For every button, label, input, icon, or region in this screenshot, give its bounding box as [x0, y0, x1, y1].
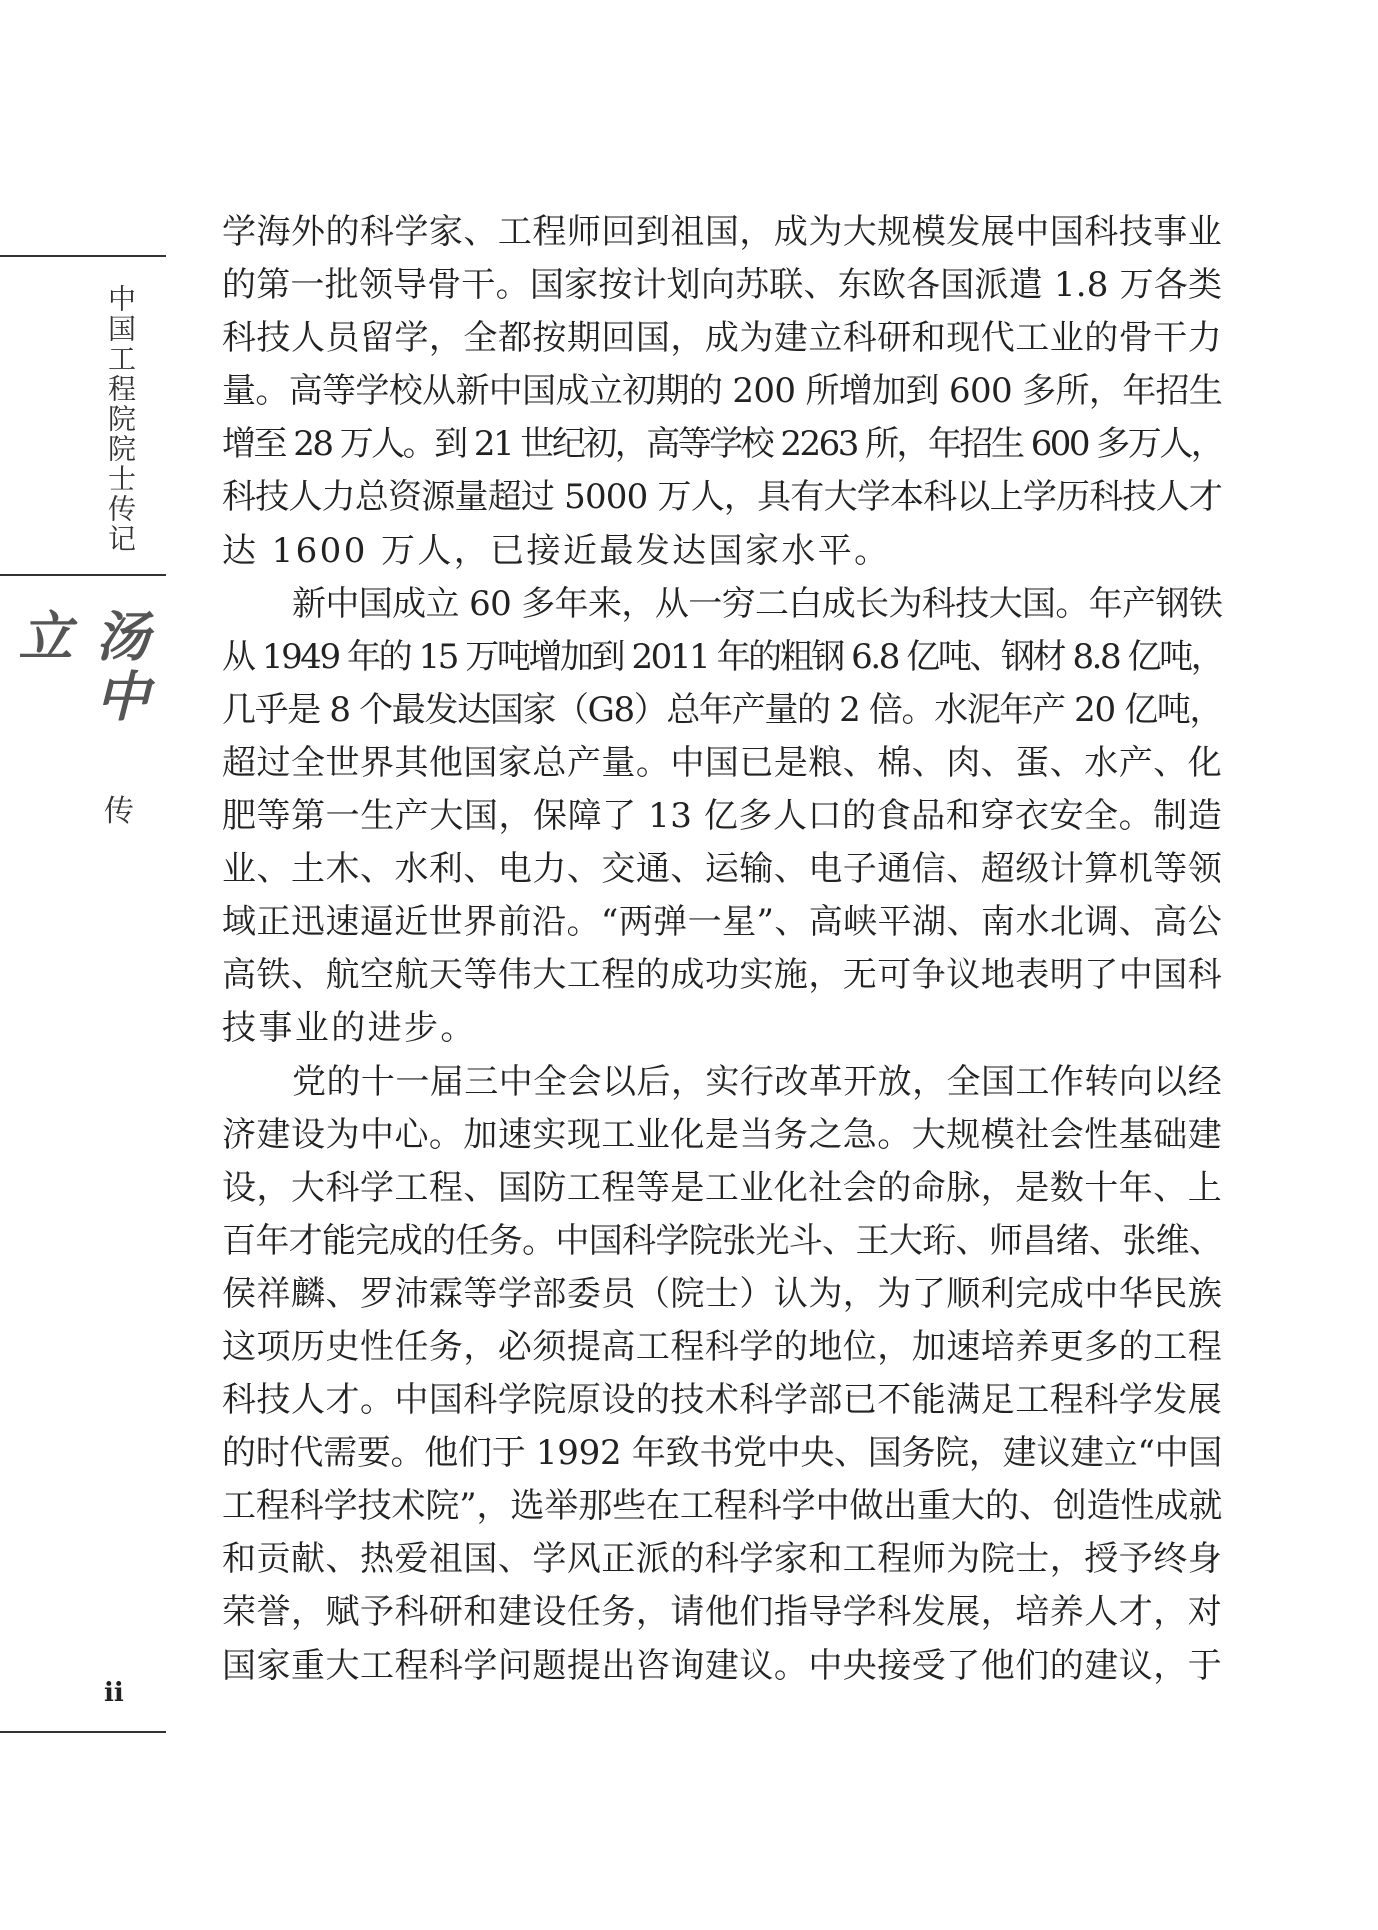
text-line: 这项历史性任务，必须提高工程科学的地位，加速培养更多的工程: [222, 1326, 1223, 1367]
text-line: 国家重大工程科学问题提出咨询建议。中央接受了他们的建议，于: [222, 1645, 1223, 1686]
text-line: 科技人才。中国科学院原设的技术科学部已不能满足工程科学发展: [222, 1380, 1223, 1421]
sidebar-rule-bottom: [0, 1731, 166, 1733]
book-name: 汤中立: [10, 608, 151, 728]
book-name-suffix: 传: [104, 794, 134, 829]
text-line: 技事业的进步。: [222, 1008, 477, 1049]
text-line: 侯祥麟、罗沛霖等学部委员（院士）认为，为了顺利完成中华民族: [222, 1273, 1223, 1314]
text-line: 学海外的科学家、工程师回到祖国，成为大规模发展中国科技事业: [222, 212, 1223, 252]
text-line: 肥等第一生产大国，保障了 13 亿多人口的食品和穿衣安全。制造: [222, 796, 1223, 837]
text-line: 的时代需要。他们于 1992 年致书党中央、国务院，建议建立“中国: [222, 1433, 1223, 1474]
text-line: 和贡献、热爱祖国、学风正派的科学家和工程师为院士，授予终身: [222, 1539, 1223, 1580]
text-line: 高铁、航空航天等伟大工程的成功实施，无可争议地表明了中国科: [222, 955, 1223, 996]
text-line: 荣誉，赋予科研和建设任务，请他们指导学科发展，培养人才，对: [222, 1592, 1223, 1633]
text-line: 从 1949 年的 15 万吨增加到 2011 年的粗钢 6.8 亿吨、钢材 8.8 亿吨，: [222, 636, 1223, 677]
text-line: 达 1600 万人，已接近最发达国家水平。: [222, 530, 891, 571]
text-line: 工程科学技术院”，选举那些在工程科学中做出重大的、创造性成就: [222, 1486, 1223, 1527]
text-line: 量。高等学校从新中国成立初期的 200 所增加到 600 多所，年招生: [222, 371, 1223, 412]
text-line: 科技人员留学，全都按期回国，成为建立科研和现代工业的骨干力: [222, 318, 1223, 359]
text-line: 济建设为中心。加速实现工业化是当务之急。大规模社会性基础建: [222, 1114, 1223, 1155]
text-line: 科技人力总资源量超过 5000 万人，具有大学本科以上学历科技人才: [222, 477, 1223, 518]
text-line: 的第一批领导骨干。国家按计划向苏联、东欧各国派遣 1.8 万各类: [222, 265, 1223, 306]
page-number: ii: [104, 1678, 124, 1708]
text-line: 新中国成立 60 多年来，从一穷二白成长为科技大国。年产钢铁: [292, 583, 1223, 624]
text-line: 域正迅速逼近世界前沿。“两弹一星”、高峡平湖、南水北调、高公: [222, 902, 1223, 943]
sidebar-rule-middle: [0, 574, 166, 576]
sidebar-rule-top: [0, 255, 166, 257]
text-line: 几乎是 8 个最发达国家（G8）总年产量的 2 倍。水泥年产 20 亿吨，: [222, 689, 1223, 730]
text-line: 百年才能完成的任务。中国科学院张光斗、王大珩、师昌绪、张维、: [222, 1220, 1223, 1261]
text-line: 超过全世界其他国家总产量。中国已是粮、棉、肉、蛋、水产、化: [222, 742, 1223, 783]
series-title: 中国工程院院士传记: [104, 284, 137, 554]
text-line: 增至 28 万人。到 21 世纪初，高等学校 2263 所，年招生 600 多万人，: [222, 424, 1223, 465]
body-text: [222, 206, 1222, 1693]
text-line: 业、土木、水利、电力、交通、运输、电子通信、超级计算机等领: [222, 849, 1223, 890]
text-line: 设，大科学工程、国防工程等是工业化社会的命脉，是数十年、上: [222, 1167, 1223, 1208]
text-line: 党的十一届三中全会以后，实行改革开放，全国工作转向以经: [292, 1061, 1223, 1102]
